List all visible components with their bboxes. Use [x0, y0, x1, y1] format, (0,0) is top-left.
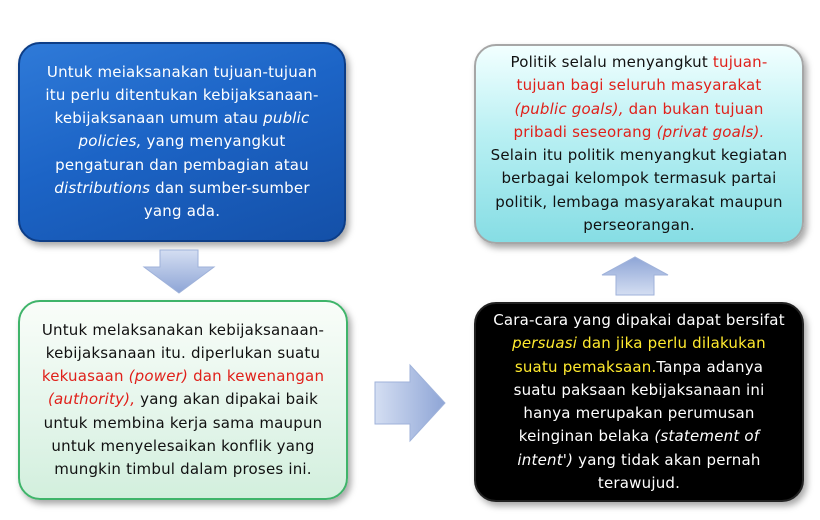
- text-segment: Untuk melaksanakan kebijaksanaan-kebijaksanaan itu. diperlukan suatu: [41, 320, 325, 362]
- term-statement-of-intent: (statement of intent'): [517, 427, 760, 469]
- box-pemaksaan: [474, 302, 804, 502]
- term-public-goals: (public goals),: [514, 99, 624, 118]
- text-segment: yang akan dipakai baik untuk membina kerja sama maupun untuk menyelesaikan konflik yang mungkin timbul dalam proses ini.: [43, 390, 323, 479]
- text-segment: Selain itu politik menyangkut kegiatan berbagai kelompok termasuk partai politik, lembaga masyarakat maupun perseorangan.: [490, 146, 788, 234]
- arrow-up-icon: [600, 255, 670, 297]
- box-kekuasaan-text: [34, 319, 332, 482]
- term-authority: (authority),: [47, 390, 136, 409]
- term-power: (power): [128, 367, 189, 386]
- term-persuasi: persuasi: [512, 334, 578, 353]
- text-segment: yang menyangkut pengaturan dan pembagian atau: [55, 132, 309, 174]
- box-tujuan-text: [38, 61, 326, 224]
- term-kekuasaan: kekuasaan: [41, 367, 124, 386]
- term-public-policies: public policies,: [78, 109, 310, 151]
- text-segment: Cara-cara yang dipakai dapat bersifat: [493, 311, 785, 329]
- term-tujuan-masyarakat: tujuan-tujuan bagi seluruh masyarakat: [516, 53, 768, 95]
- term-pemaksaan: dan jika perlu dilakukan suatu pemaksaan.: [514, 334, 766, 376]
- text-segment: Untuk meiaksanakan tujuan-tujuan itu perlu ditentukan kebijaksanaan-kebijaksanaan umum atau: [45, 62, 319, 128]
- box-kekuasaan: [18, 300, 348, 500]
- term-kewenangan: dan kewenangan: [193, 367, 325, 386]
- term-tujuan-pribadi: dan bukan tujuan pribadi seseorang: [513, 99, 764, 141]
- text-segment: Politik selalu menyangkut: [510, 53, 713, 71]
- text-segment: Tanpa adanya suatu paksaan kebijaksanaan ini hanya merupakan perumusan keinginan belaka: [513, 357, 765, 446]
- box-tujuan: [18, 42, 346, 242]
- text-segment: yang tidak akan pernah terawujud.: [573, 450, 761, 492]
- box-politik: [474, 44, 804, 244]
- text-segment: dan sumber-sumber yang ada.: [143, 178, 310, 221]
- box-pemaksaan-text: [492, 309, 786, 495]
- term-distributions: distributions: [54, 178, 151, 197]
- arrow-right-icon: [372, 362, 448, 444]
- arrow-down-icon: [142, 247, 216, 295]
- term-privat-goals: (privat goals).: [656, 122, 765, 141]
- box-politik-text: [490, 51, 788, 237]
